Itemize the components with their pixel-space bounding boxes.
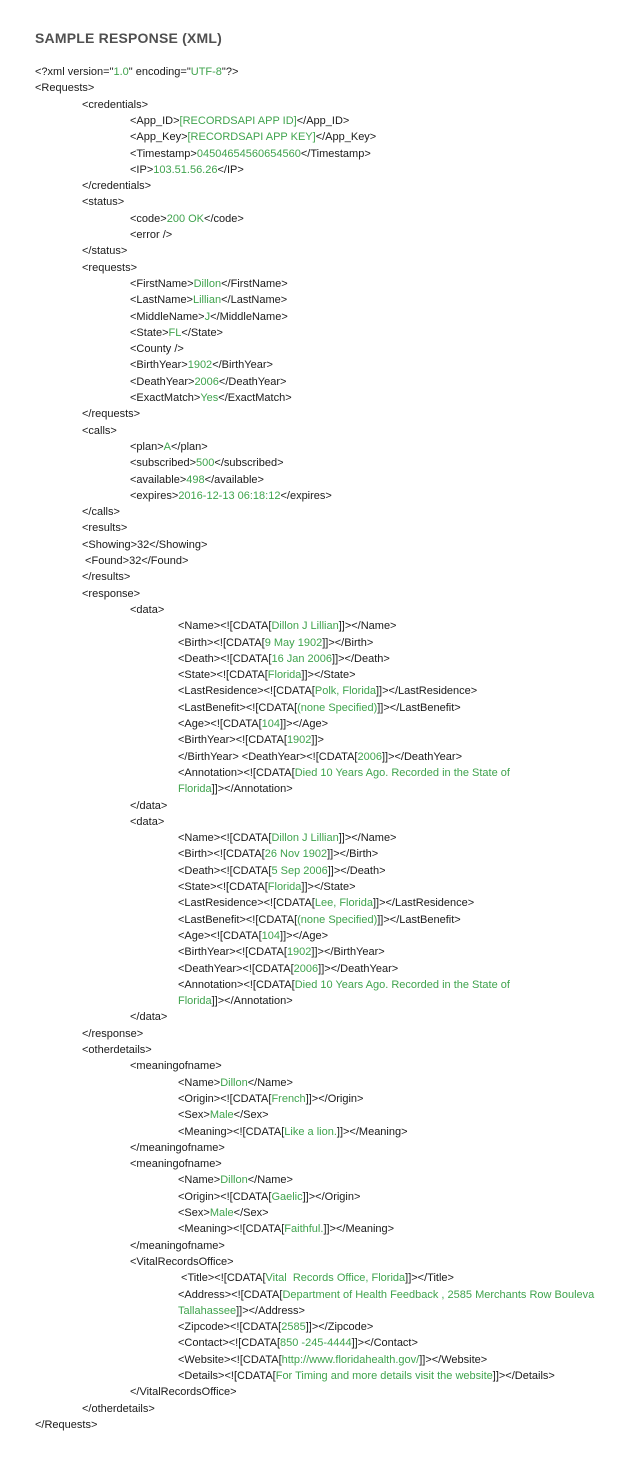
xml-line — [178, 1075, 293, 1091]
xml-line — [82, 178, 151, 194]
xml-value: A — [163, 440, 171, 453]
xml-value: Died 10 Years Ago. Recorded in the State of — [294, 978, 510, 991]
xml-tag: <Website><![CDATA[ — [178, 1353, 282, 1366]
xml-tag: <error /> — [130, 229, 173, 241]
xml-value: J — [204, 310, 211, 323]
xml-tag: <Zipcode><![CDATA[ — [178, 1321, 282, 1334]
xml-tag: ]]></DeathYear> — [381, 750, 462, 763]
xml-tag: </State> — [181, 326, 223, 339]
xml-value: Faithful. — [284, 1223, 324, 1236]
xml-tag: <BirthYear><![CDATA[ — [178, 946, 287, 959]
xml-value: 1902 — [286, 946, 312, 959]
xml-tag: </subscribed> — [214, 457, 284, 470]
xml-value: 2016-12-13 06:18:12 — [178, 489, 281, 502]
xml-value: 2006 — [194, 375, 219, 388]
xml-code-block — [0, 64, 634, 1443]
xml-tag: ]]></State> — [301, 669, 356, 682]
xml-tag: <meaningofname> — [130, 1158, 222, 1171]
xml-tag: ]]></DeathYear> — [318, 962, 399, 975]
xml-tag: <subscribed> — [130, 457, 197, 470]
xml-tag: ]]></Meaning> — [336, 1125, 408, 1138]
xml-value: 103.51.56.26 — [153, 163, 218, 176]
xml-tag: <Age><![CDATA[ — [178, 929, 262, 942]
xml-line — [130, 1384, 237, 1400]
xml-value: Male — [209, 1109, 234, 1122]
xml-line — [130, 390, 292, 406]
xml-value: 2006 — [293, 962, 319, 975]
xml-tag: ]]></Age> — [280, 718, 329, 730]
xml-line — [82, 1026, 143, 1042]
xml-value: 2585 — [281, 1321, 306, 1334]
xml-tag: <DeathYear> — [130, 375, 195, 388]
xml-tag: </App_Key> — [315, 131, 377, 144]
xml-line — [178, 749, 462, 765]
xml-line — [130, 162, 244, 178]
xml-line — [178, 944, 385, 960]
xml-tag: <State> — [130, 326, 169, 339]
xml-tag: </Name> — [247, 1174, 293, 1187]
xml-line — [178, 879, 356, 895]
xml-line — [178, 928, 328, 944]
xml-tag: <Showing>32</Showing> — [82, 538, 208, 551]
xml-tag: </meaningofname> — [130, 1141, 225, 1154]
xml-line — [178, 912, 461, 928]
xml-value: FL — [168, 326, 182, 339]
xml-line — [178, 732, 324, 748]
xml-line — [130, 227, 172, 243]
xml-tag: </FirstName> — [221, 277, 288, 290]
xml-tag: <Name> — [178, 1174, 221, 1187]
xml-tag: <Details><![CDATA[ — [178, 1370, 276, 1382]
xml-line — [178, 618, 397, 634]
xml-tag: <plan> — [130, 440, 164, 453]
xml-tag: <Annotation><![CDATA[ — [178, 978, 295, 991]
xml-line — [35, 64, 238, 80]
xml-tag: ]]></Death> — [327, 864, 386, 877]
xml-tag: <LastName> — [130, 294, 193, 307]
xml-line — [178, 1352, 487, 1368]
xml-line — [178, 635, 373, 651]
xml-line — [178, 1335, 418, 1351]
xml-value: For Timing and more details visit the website — [275, 1370, 493, 1382]
xml-value: French — [271, 1092, 306, 1105]
xml-line — [178, 1124, 408, 1140]
xml-value: 5 Sep 2006 — [271, 864, 328, 877]
xml-tag: <requests> — [82, 261, 138, 274]
xml-tag: <Contact><![CDATA[ — [178, 1337, 280, 1350]
xml-value: Lillian — [192, 294, 222, 307]
xml-line — [178, 1091, 363, 1107]
xml-tag: <App_Key> — [130, 131, 188, 144]
xml-tag: ]]></Website> — [419, 1353, 488, 1366]
xml-value: Yes — [200, 392, 219, 404]
xml-line — [130, 292, 287, 308]
xml-tag: </requests> — [82, 408, 141, 421]
xml-tag: <VitalRecordsOffice> — [130, 1255, 234, 1268]
xml-line — [178, 1287, 594, 1303]
xml-value: [RECORDSAPI APP ID] — [179, 114, 297, 127]
xml-tag: ]]> — [311, 734, 324, 747]
xml-value: 04504654560654560 — [196, 147, 301, 160]
xml-tag: <available> — [130, 473, 187, 486]
xml-line — [130, 357, 273, 373]
xml-line — [178, 1221, 394, 1237]
xml-line — [130, 602, 164, 618]
xml-tag: <code> — [130, 212, 167, 225]
xml-tag: ]]></Annotation> — [211, 995, 293, 1008]
xml-tag: ]]></LastResidence> — [376, 685, 478, 698]
xml-tag: </BirthYear> — [212, 359, 273, 372]
xml-line — [130, 439, 208, 455]
xml-tag: </Sex> — [233, 1109, 269, 1122]
xml-value: Vital Records Office, Florida — [265, 1272, 406, 1285]
xml-line — [130, 455, 284, 471]
xml-value: Like a lion. — [284, 1125, 337, 1138]
xml-line — [130, 1009, 167, 1025]
xml-value: Lee, Florida — [314, 897, 373, 910]
xml-line — [178, 830, 397, 846]
xml-tag: <calls> — [82, 424, 117, 437]
xml-line — [82, 520, 127, 536]
xml-line — [130, 488, 332, 504]
xml-tag: ]]></State> — [301, 881, 356, 893]
xml-tag: <expires> — [130, 489, 179, 502]
xml-tag: <Origin><![CDATA[ — [178, 1092, 272, 1105]
xml-tag: <Timestamp> — [130, 147, 197, 160]
xml-tag: ]]></Title> — [405, 1272, 454, 1285]
xml-tag: <response> — [82, 587, 141, 600]
xml-value: 2006 — [357, 750, 382, 763]
xml-line — [178, 1172, 293, 1188]
xml-tag: <State><![CDATA[ — [178, 669, 268, 682]
xml-tag: </App_ID> — [296, 114, 350, 127]
xml-value: Died 10 Years Ago. Recorded in the State of — [294, 766, 510, 779]
xml-tag: </data> — [130, 799, 168, 812]
xml-value: Male — [209, 1207, 234, 1219]
xml-tag: </response> — [82, 1027, 144, 1040]
xml-tag: ]]></LastResidence> — [372, 897, 475, 910]
xml-tag: </ExactMatch> — [218, 392, 292, 404]
xml-value: Florida — [178, 995, 212, 1008]
xml-tag: <Death><![CDATA[ — [178, 652, 272, 665]
xml-line — [82, 423, 117, 439]
xml-value: 16 Jan 2006 — [271, 652, 333, 665]
xml-tag: <Name> — [178, 1076, 221, 1089]
xml-line — [130, 129, 376, 145]
xml-tag: <Sex> — [178, 1207, 210, 1219]
xml-tag: <County /> — [130, 343, 184, 356]
xml-line — [35, 80, 94, 96]
xml-value: 1902 — [187, 359, 213, 372]
xml-line — [178, 895, 474, 911]
xml-line — [82, 260, 137, 276]
xml-tag: <Meaning><![CDATA[ — [178, 1223, 285, 1236]
xml-tag: <State><![CDATA[ — [178, 881, 268, 893]
xml-tag: <App_ID> — [130, 114, 180, 127]
xml-tag: ]]></LastBenefit> — [377, 913, 461, 926]
xml-tag: <Address><![CDATA[ — [178, 1288, 283, 1301]
xml-tag: " encoding=" — [128, 66, 191, 78]
xml-tag: <IP> — [130, 163, 154, 176]
xml-line — [130, 472, 264, 488]
xml-tag: <Birth><![CDATA[ — [178, 636, 265, 649]
xml-tag: </plan> — [171, 440, 208, 453]
xml-tag: <Title><![CDATA[ — [178, 1272, 266, 1285]
xml-tag: </otherdetails> — [82, 1402, 155, 1415]
xml-tag: </data> — [130, 1011, 168, 1024]
xml-tag: <otherdetails> — [82, 1044, 152, 1056]
xml-line — [130, 325, 223, 341]
xml-value: [RECORDSAPI APP KEY] — [187, 131, 316, 144]
xml-line — [82, 406, 140, 422]
xml-line — [178, 846, 378, 862]
xml-line — [82, 1401, 155, 1417]
xml-tag: <status> — [82, 196, 125, 209]
xml-tag: ]]></Birth> — [327, 848, 379, 861]
xml-value: Florida — [267, 669, 302, 682]
xml-tag: <Origin><![CDATA[ — [178, 1190, 272, 1203]
xml-line — [130, 276, 288, 292]
xml-line — [82, 243, 127, 259]
xml-tag: ]]></Name> — [338, 832, 397, 845]
xml-tag: </meaningofname> — [130, 1239, 225, 1252]
xml-line — [130, 798, 167, 814]
xml-value: Dillon — [220, 1076, 248, 1089]
xml-tag: <DeathYear><![CDATA[ — [178, 962, 294, 975]
xml-tag: <Requests> — [35, 82, 95, 95]
xml-tag: </expires> — [280, 489, 332, 502]
xml-tag: <?xml version=" — [35, 66, 114, 78]
xml-line — [178, 1107, 269, 1123]
xml-tag: ]]></Age> — [280, 929, 329, 942]
xml-line — [130, 1058, 222, 1074]
xml-tag: <meaningofname> — [130, 1060, 222, 1073]
xml-value: Dillon J Lillian — [271, 832, 339, 845]
xml-tag: <Death><![CDATA[ — [178, 864, 272, 877]
xml-tag: <ExactMatch> — [130, 392, 201, 404]
xml-tag: ]]></Annotation> — [211, 783, 293, 796]
xml-line — [178, 651, 390, 667]
xml-value: 850 -245-4444 — [280, 1337, 352, 1350]
xml-tag: ]]></Details> — [492, 1370, 555, 1382]
xml-tag: </BirthYear> <DeathYear><![CDATA[ — [178, 750, 358, 763]
xml-value: Florida — [267, 881, 302, 893]
xml-tag: <MiddleName> — [130, 310, 205, 323]
xml-tag: </Timestamp> — [300, 147, 371, 160]
xml-tag: </status> — [82, 245, 128, 258]
xml-tag: <BirthYear><![CDATA[ — [178, 734, 287, 747]
xml-value: Tallahassee — [178, 1304, 237, 1317]
xml-line — [82, 553, 188, 569]
xml-tag: <Found>32</Found> — [82, 555, 189, 567]
xml-tag: ]]></Origin> — [305, 1092, 364, 1105]
xml-line — [178, 683, 477, 699]
xml-line — [82, 537, 207, 553]
xml-tag: <results> — [82, 522, 128, 535]
xml-tag: ]]></Contact> — [351, 1337, 418, 1350]
xml-line — [178, 977, 510, 993]
xml-tag: <LastBenefit><![CDATA[ — [178, 913, 298, 926]
xml-value: Dillon J Lillian — [271, 620, 339, 633]
xml-line — [178, 1205, 269, 1221]
xml-tag: <LastResidence><![CDATA[ — [178, 685, 315, 698]
xml-line — [178, 765, 510, 781]
xml-tag: ]]></Meaning> — [323, 1223, 395, 1236]
xml-line — [82, 97, 148, 113]
xml-value: 1902 — [286, 734, 312, 747]
xml-tag: <LastBenefit><![CDATA[ — [178, 701, 298, 714]
xml-line — [178, 700, 461, 716]
xml-tag: </IP> — [217, 163, 244, 176]
xml-tag: </credentials> — [82, 180, 152, 193]
xml-line — [130, 1238, 225, 1254]
xml-line — [130, 146, 371, 162]
page-title: SAMPLE RESPONSE (XML) — [35, 30, 222, 46]
xml-line — [130, 113, 349, 129]
xml-line — [178, 1368, 555, 1384]
xml-tag: </VitalRecordsOffice> — [130, 1386, 237, 1399]
xml-value: http://www.floridahealth.gov/ — [281, 1353, 420, 1366]
xml-tag: "?> — [221, 66, 239, 78]
xml-value: 26 Nov 1902 — [264, 848, 328, 861]
xml-tag: <BirthYear> — [130, 359, 188, 372]
xml-tag: </results> — [82, 571, 131, 584]
xml-line — [130, 1156, 222, 1172]
xml-line — [178, 1270, 454, 1286]
xml-line — [178, 667, 356, 683]
xml-value: Dillon — [220, 1174, 248, 1187]
xml-tag: <Annotation><![CDATA[ — [178, 766, 295, 779]
xml-line — [130, 341, 184, 357]
xml-line — [82, 194, 124, 210]
xml-value: (none Specified) — [297, 913, 378, 926]
xml-tag: </code> — [204, 212, 244, 225]
xml-line — [35, 1417, 97, 1433]
xml-value: 200 OK — [166, 212, 205, 225]
xml-tag: <FirstName> — [130, 277, 194, 290]
xml-line — [178, 993, 293, 1009]
xml-line — [82, 504, 120, 520]
xml-value: Gaelic — [271, 1190, 303, 1203]
xml-line — [178, 863, 386, 879]
xml-tag: <Sex> — [178, 1109, 210, 1122]
xml-line — [178, 1189, 360, 1205]
xml-value: 9 May 1902 — [264, 636, 323, 649]
xml-line — [130, 374, 286, 390]
xml-tag: <credentials> — [82, 98, 149, 111]
xml-line — [130, 1254, 234, 1270]
xml-tag: <data> — [130, 603, 165, 616]
xml-value: Dillon — [193, 277, 222, 290]
xml-tag: </Requests> — [35, 1418, 98, 1431]
xml-tag: </Name> — [247, 1076, 293, 1089]
xml-tag: ]]></LastBenefit> — [377, 701, 461, 714]
xml-tag: <Age><![CDATA[ — [178, 718, 262, 730]
xml-tag: ]]></BirthYear> — [311, 946, 385, 959]
xml-tag: </DeathYear> — [218, 375, 287, 388]
xml-value: Department of Health Feedback , 2585 Merchants Row Bouleva — [282, 1288, 595, 1301]
xml-tag: </Sex> — [233, 1207, 269, 1219]
xml-line — [82, 1042, 152, 1058]
xml-line — [130, 1140, 225, 1156]
xml-value: 498 — [186, 473, 205, 486]
xml-value: UTF-8 — [190, 66, 222, 78]
xml-value: 104 — [261, 718, 281, 730]
xml-tag: </available> — [204, 473, 264, 486]
xml-tag: <data> — [130, 815, 165, 828]
xml-value: 104 — [261, 929, 281, 942]
xml-tag: ]]></Birth> — [322, 636, 374, 649]
xml-tag: <Name><![CDATA[ — [178, 832, 272, 845]
xml-line — [130, 211, 244, 227]
xml-tag: ]]></Origin> — [302, 1190, 361, 1203]
xml-tag: <LastResidence><![CDATA[ — [178, 897, 315, 910]
xml-tag: <Birth><![CDATA[ — [178, 848, 265, 861]
xml-line — [130, 309, 288, 325]
xml-tag: </MiddleName> — [210, 310, 288, 323]
xml-value: (none Specified) — [297, 701, 378, 714]
xml-tag: ]]></Death> — [332, 652, 390, 665]
xml-line — [178, 716, 328, 732]
xml-value: 1.0 — [113, 66, 129, 78]
xml-line — [178, 961, 398, 977]
xml-tag: ]]></Address> — [236, 1304, 305, 1317]
xml-value: 500 — [196, 457, 215, 470]
xml-tag: ]]></Zipcode> — [305, 1321, 374, 1334]
xml-line — [178, 781, 293, 797]
xml-line — [178, 1303, 305, 1319]
xml-value: Polk, Florida — [314, 685, 376, 698]
xml-line — [178, 1319, 373, 1335]
xml-tag: </LastName> — [221, 294, 288, 307]
xml-tag: ]]></Name> — [338, 620, 397, 633]
xml-tag: <Name><![CDATA[ — [178, 620, 272, 633]
xml-tag: <Meaning><![CDATA[ — [178, 1125, 285, 1138]
xml-tag: </calls> — [82, 506, 120, 519]
xml-value: Florida — [178, 783, 212, 796]
xml-line — [82, 586, 140, 602]
xml-line — [82, 569, 130, 585]
xml-line — [130, 814, 164, 830]
